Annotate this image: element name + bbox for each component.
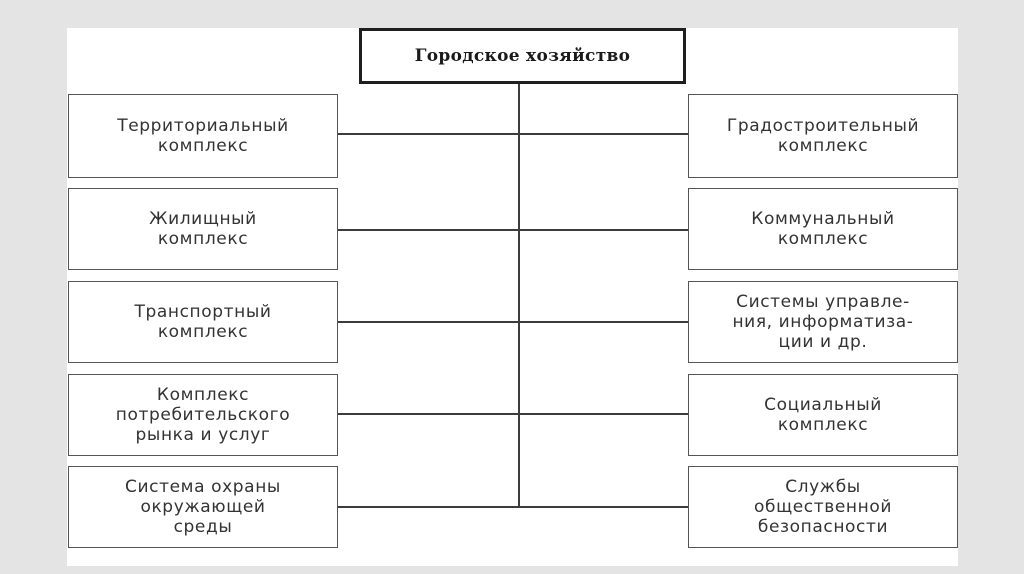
branch-line-5 (337, 506, 689, 508)
left-box-housing: Жилищный комплекс (68, 188, 338, 270)
right-box-public-safety: Службы общественной безопасности (688, 466, 958, 548)
right-box-urban-planning: Градостроительный комплекс (688, 94, 958, 178)
trunk-line (518, 83, 520, 507)
branch-line-1 (337, 133, 689, 135)
left-box-consumer-market: Комплекс потребительского рынка и услуг (68, 374, 338, 456)
right-box-communal: Коммунальный комплекс (688, 188, 958, 270)
branch-line-4 (337, 413, 689, 415)
right-box-social: Социальный комплекс (688, 374, 958, 456)
root-box: Городское хозяйство (359, 28, 686, 84)
right-box-management-systems: Системы управле- ния, информатиза- ции и др. (688, 281, 958, 363)
left-box-territorial: Территориальный комплекс (68, 94, 338, 178)
left-box-transport: Транспортный комплекс (68, 281, 338, 363)
branch-line-2 (337, 229, 689, 231)
branch-line-3 (337, 321, 689, 323)
left-box-environment: Система охраны окружающей среды (68, 466, 338, 548)
